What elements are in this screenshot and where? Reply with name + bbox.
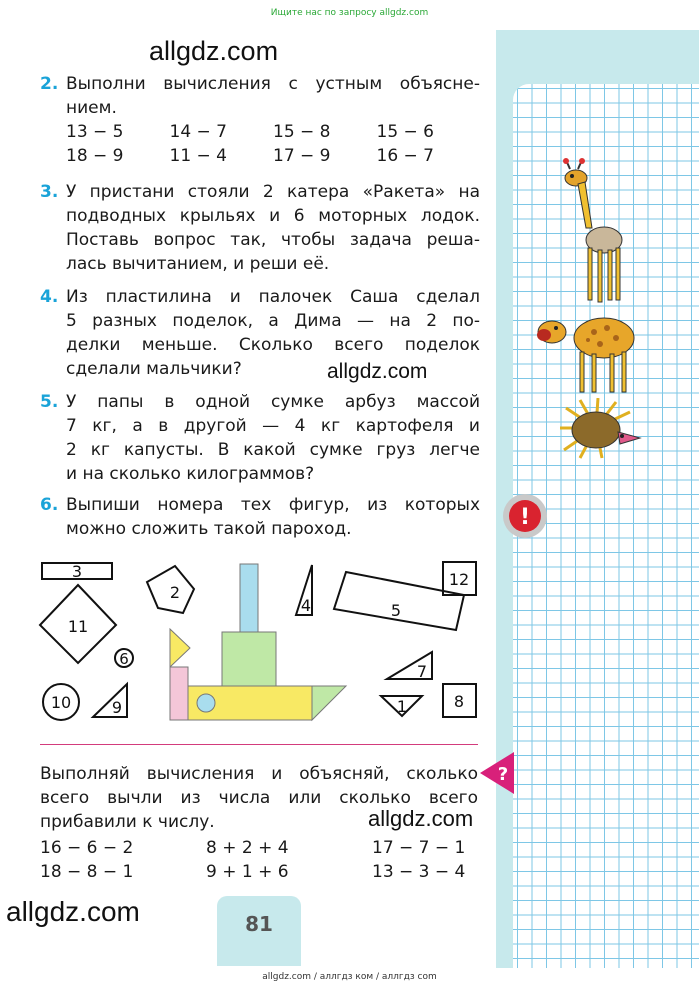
task-5-line-4: и на сколько килограммов? — [66, 464, 315, 484]
watermark-1: allgdz.com — [149, 36, 279, 66]
task-3 — [40, 180, 480, 276]
boat-bow — [312, 686, 346, 720]
task-5 — [40, 390, 480, 486]
expression: 15 − 8 — [273, 122, 331, 142]
final-line-1: Выполняй вычисления и объясняй, сколько — [40, 764, 478, 784]
top-search-note: Ищите нас по запросу allgdz.com — [270, 8, 429, 18]
watermark-3: allgdz.com — [368, 806, 474, 831]
figure-7-label: 7 — [416, 662, 428, 681]
task-4-line-1: Из пластилина и палочек Саша сделал — [66, 287, 480, 307]
expression: 13 − 5 — [66, 122, 124, 142]
task-5-line-2: 7 кг, а в другой — 4 кг картофеля и — [66, 416, 480, 436]
task-6-line-2: можно сложить такой пароход. — [66, 519, 352, 539]
task-2-line-2: нием. — [66, 98, 117, 118]
expression: 17 − 7 − 1 — [372, 838, 466, 858]
question-glyph: ? — [497, 764, 509, 785]
final-row-1 — [40, 836, 480, 860]
figure-2-label: 2 — [169, 583, 181, 602]
boat-cabin — [222, 632, 276, 686]
figure-3-label: 3 — [71, 562, 83, 581]
exclamation-icon — [502, 493, 548, 539]
expression: 11 − 4 — [169, 146, 227, 166]
task-2-number: 2. — [40, 74, 59, 94]
task-4-number: 4. — [40, 287, 59, 307]
expression: 9 + 1 + 6 — [206, 862, 289, 882]
boat-pink-triangle — [170, 667, 188, 720]
expression: 15 − 6 — [376, 122, 434, 142]
task-2-row-1 — [40, 120, 480, 144]
figure-4-label: 4 — [300, 596, 312, 615]
figure-9-label: 9 — [111, 698, 123, 717]
task-4 — [40, 285, 480, 381]
task-3-line-1: У пристани стояли 2 катера «Ракета» на — [66, 182, 480, 202]
task-4-line-2: 5 разных поделок, а Дима — на 2 по- — [66, 311, 480, 331]
page-number: 81 — [245, 912, 273, 936]
watermark-2: allgdz.com — [327, 360, 428, 383]
expression: 17 − 9 — [273, 146, 331, 166]
figure-10-label: 10 — [50, 693, 72, 712]
final-line-2: всего вычли из числа или сколько всего — [40, 788, 478, 808]
figure-8-label: 8 — [453, 692, 465, 711]
task-5-number: 5. — [40, 392, 59, 412]
figure-6-label: 6 — [119, 650, 129, 668]
task-5-line-3: 2 кг капусты. В какой сумке груз легче — [66, 440, 480, 460]
figure-1-label: 1 — [396, 697, 408, 716]
final-row-2 — [40, 860, 480, 884]
boat-funnel — [240, 564, 258, 632]
exclamation-glyph: ! — [519, 505, 531, 530]
final-calculations — [40, 836, 480, 884]
expression: 16 − 6 − 2 — [40, 838, 134, 858]
watermark-4: allgdz.com — [6, 896, 140, 927]
hedgehog-illustration — [556, 398, 646, 460]
footer-text: allgdz.com / аллгдз ком / аллгдз com — [262, 972, 437, 982]
boat-porthole — [197, 694, 215, 712]
figures-diagram — [34, 555, 484, 735]
expression: 13 − 3 − 4 — [372, 862, 466, 882]
task-3-number: 3. — [40, 182, 59, 202]
expression: 16 − 7 — [376, 146, 434, 166]
task-2 — [40, 72, 480, 168]
figure-11-label: 11 — [67, 617, 89, 636]
task-3-line-3: Поставь вопрос так, чтобы задача реша- — [66, 230, 480, 250]
final-instructions — [40, 762, 478, 834]
expression: 18 − 9 — [66, 146, 124, 166]
figure-5-label: 5 — [390, 601, 402, 620]
task-3-line-4: лась вычитанием, и реши её. — [66, 254, 330, 274]
task-6 — [40, 493, 480, 541]
task-2-row-2 — [40, 144, 480, 168]
expression: 18 − 8 − 1 — [40, 862, 134, 882]
task-4-line-3: делки меньше. Сколько всего поделок — [66, 335, 480, 355]
boat-flag-triangle — [170, 629, 190, 667]
task-3-line-2: подводных крыльях и 6 моторных лодок. — [66, 206, 480, 226]
task-4-line-4: сделали мальчики? — [66, 359, 242, 379]
expression: 8 + 2 + 4 — [206, 838, 289, 858]
expression: 14 − 7 — [169, 122, 227, 142]
task-5-line-1: У папы в одной сумке арбуз массой — [66, 392, 480, 412]
camel-illustration — [532, 310, 642, 395]
final-line-3: прибавили к числу. — [40, 812, 215, 832]
section-divider — [40, 744, 478, 745]
giraffe-illustration — [558, 158, 630, 308]
task-2-line-1: Выполни вычисления с устным объясне- — [66, 74, 480, 94]
figure-12-label: 12 — [448, 570, 470, 589]
task-6-line-1: Выпиши номера тех фигур, из которых — [66, 495, 480, 515]
question-icon — [480, 752, 516, 794]
task-6-number: 6. — [40, 495, 59, 515]
